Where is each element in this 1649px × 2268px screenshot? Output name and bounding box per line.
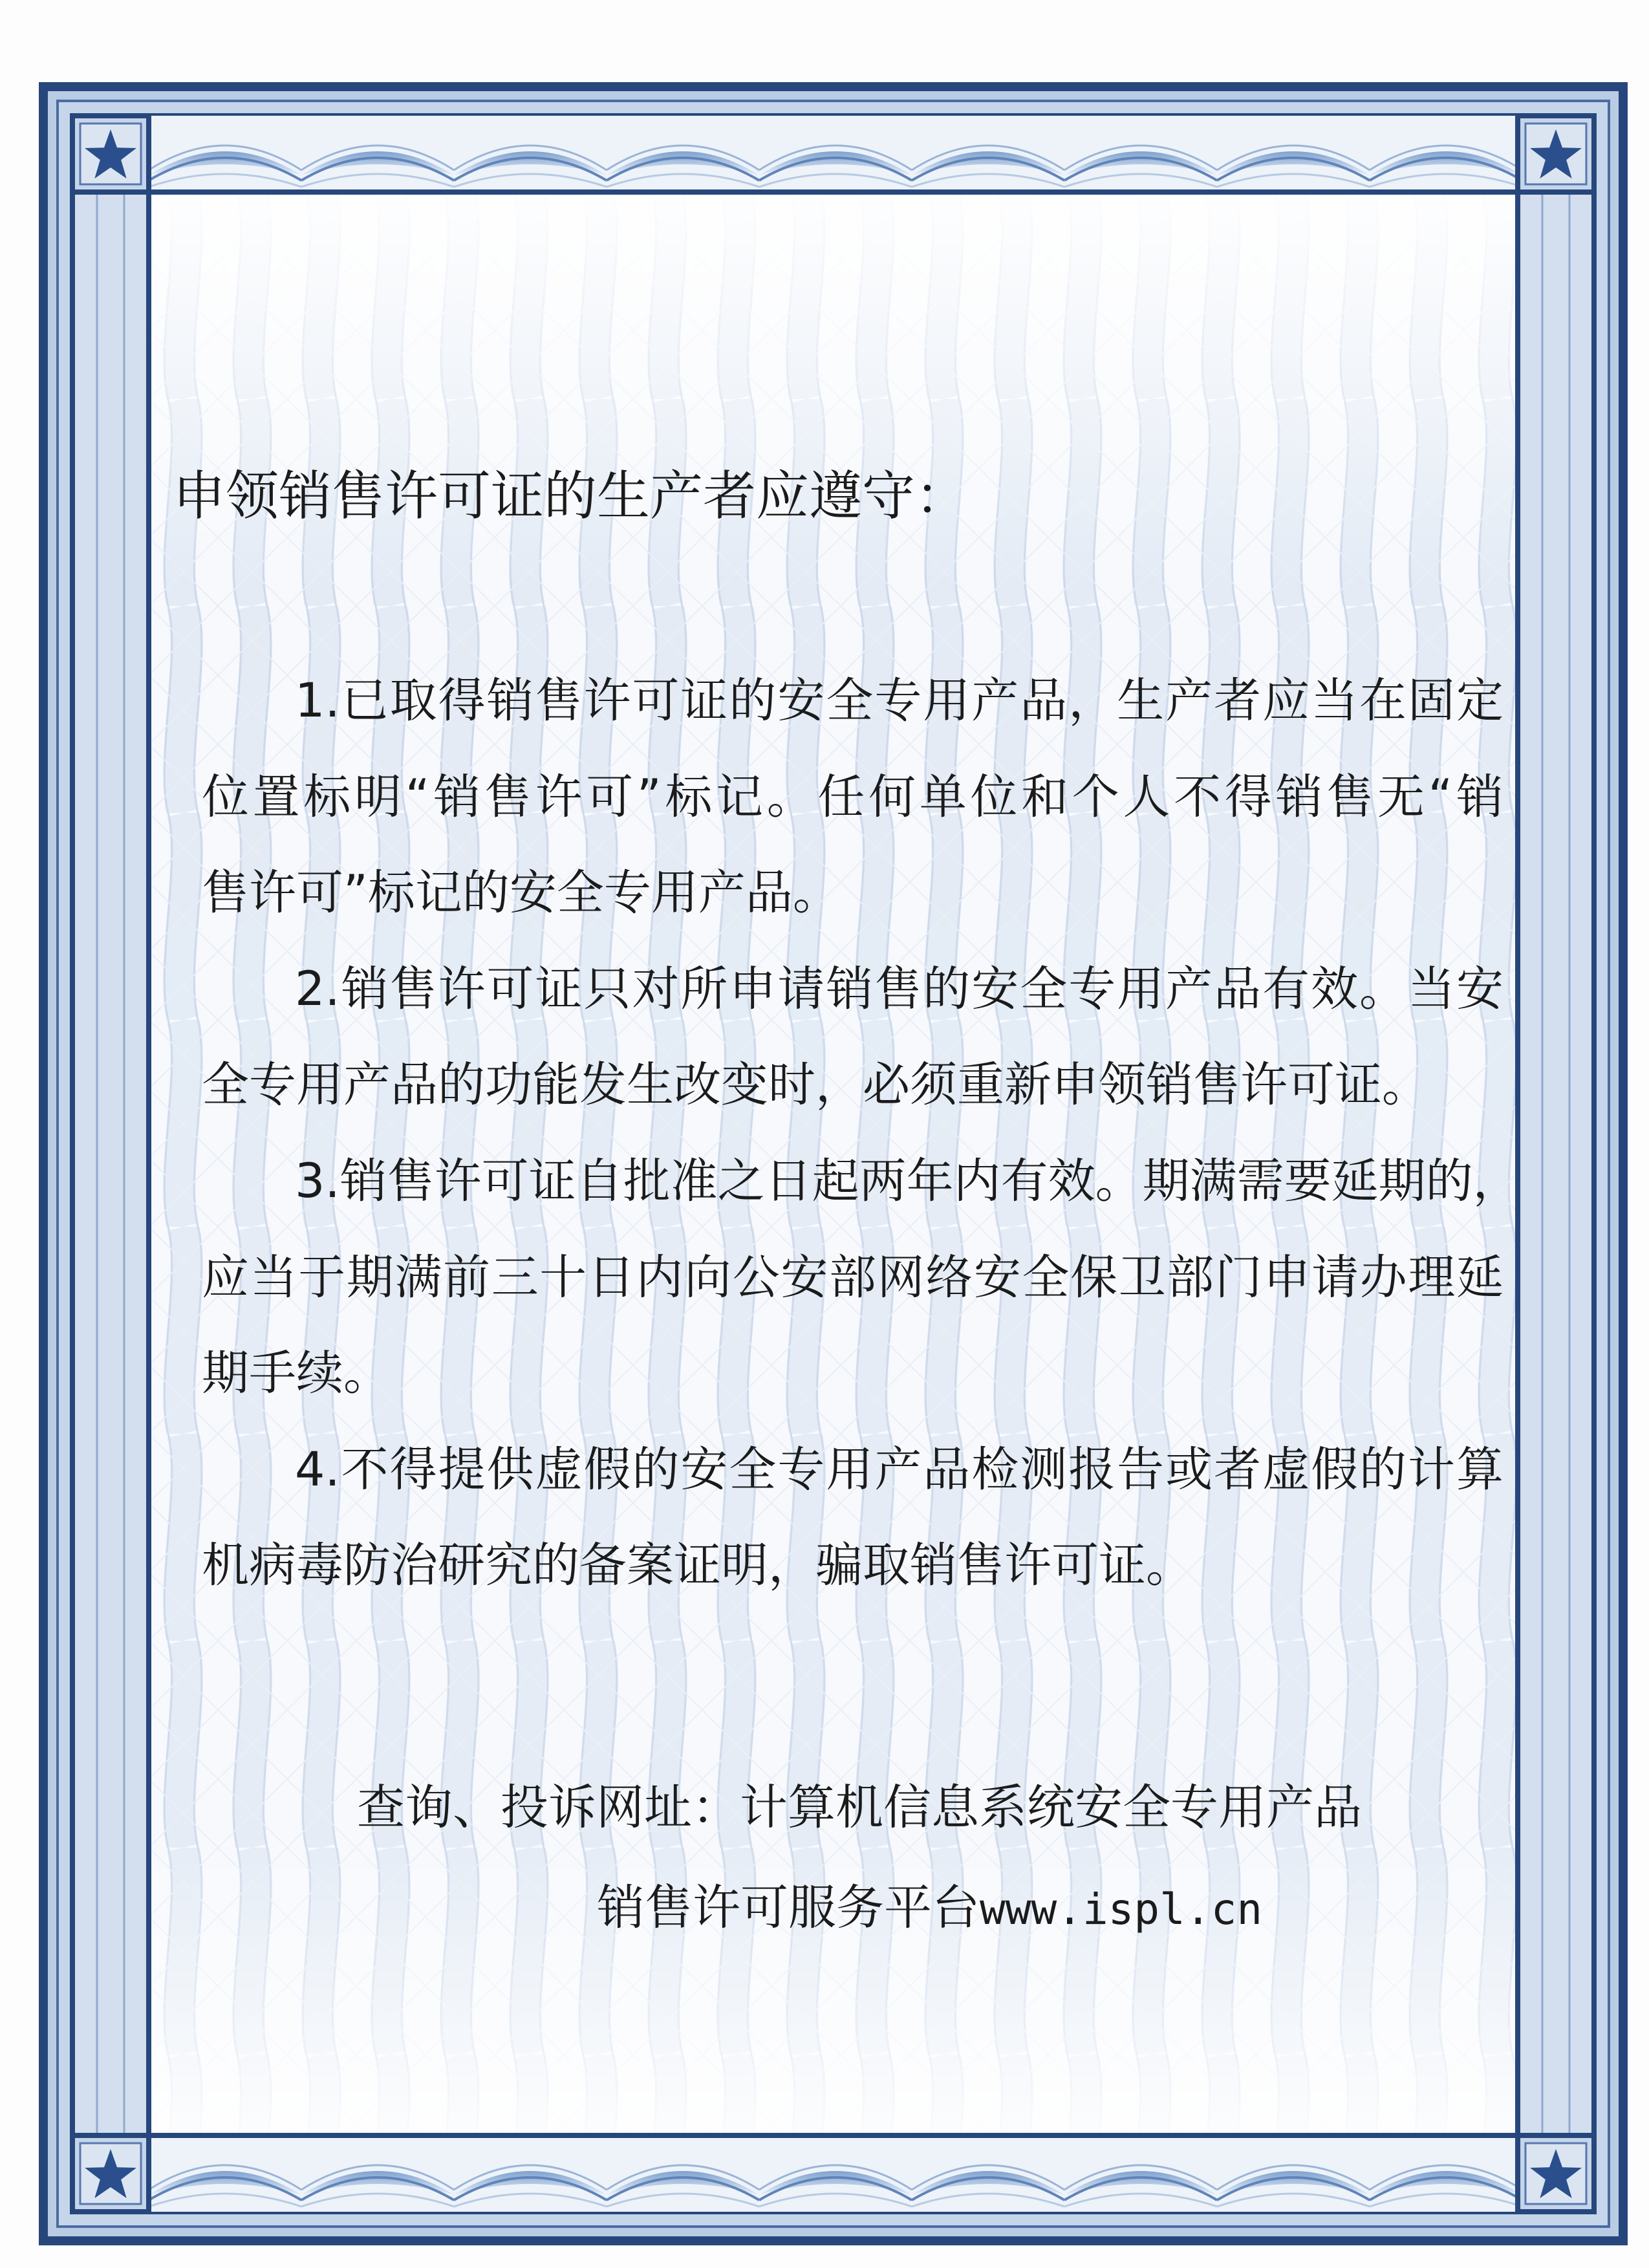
footer-query-line: 查询、投诉网址：计算机信息系统安全专用产品: [357, 1780, 1362, 1835]
notice-item-line: 4.不得提供虚假的安全专用产品检测报告或者虚假的计算: [295, 1442, 1503, 1497]
platform-url: www.ispl.cn: [980, 1885, 1263, 1934]
corner-star-icon: [1518, 116, 1594, 192]
notice-heading: 申领销售许可证的生产者应遵守：: [173, 466, 969, 527]
notice-item-line: 期手续。: [202, 1346, 391, 1401]
notice-item-line: 售许可”标记的安全专用产品。: [202, 865, 840, 921]
notice-item-line: 3.销售许可证自批准之日起两年内有效。期满需要延期的，: [295, 1153, 1520, 1209]
notice-item: [202, 942, 1503, 1134]
notice-body: [202, 653, 1520, 1614]
notice-item: [202, 1422, 1503, 1614]
notice-item-line: 全专用产品的功能发生改变时，必须重新申领销售许可证。: [202, 1057, 1429, 1113]
bottom-ornament-band: [149, 2135, 1518, 2212]
platform-name: 销售许可服务平台: [597, 1880, 980, 1936]
top-ornament-band: [149, 116, 1518, 192]
corner-star-icon: [72, 116, 149, 192]
notice-item-line: 2.销售许可证只对所申请销售的安全专用产品有效。当安: [295, 961, 1503, 1017]
notice-item-line: 位置标明“销售许可”标记。任何单位和个人不得销售无“销: [202, 769, 1503, 825]
corner-star-icon: [1518, 2135, 1594, 2212]
notice-item: [202, 653, 1503, 942]
notice-item-line: 应当于期满前三十日内向公安部网络安全保卫部门申请办理延: [202, 1249, 1503, 1305]
notice-item: [202, 1134, 1520, 1422]
notice-item-line: 机病毒防治研究的备案证明，骗取销售许可证。: [202, 1538, 1193, 1593]
notice-item-line: 1.已取得销售许可证的安全专用产品，生产者应当在固定: [295, 673, 1503, 728]
corner-star-icon: [72, 2135, 149, 2212]
footer-platform-line: [597, 1860, 1262, 1958]
